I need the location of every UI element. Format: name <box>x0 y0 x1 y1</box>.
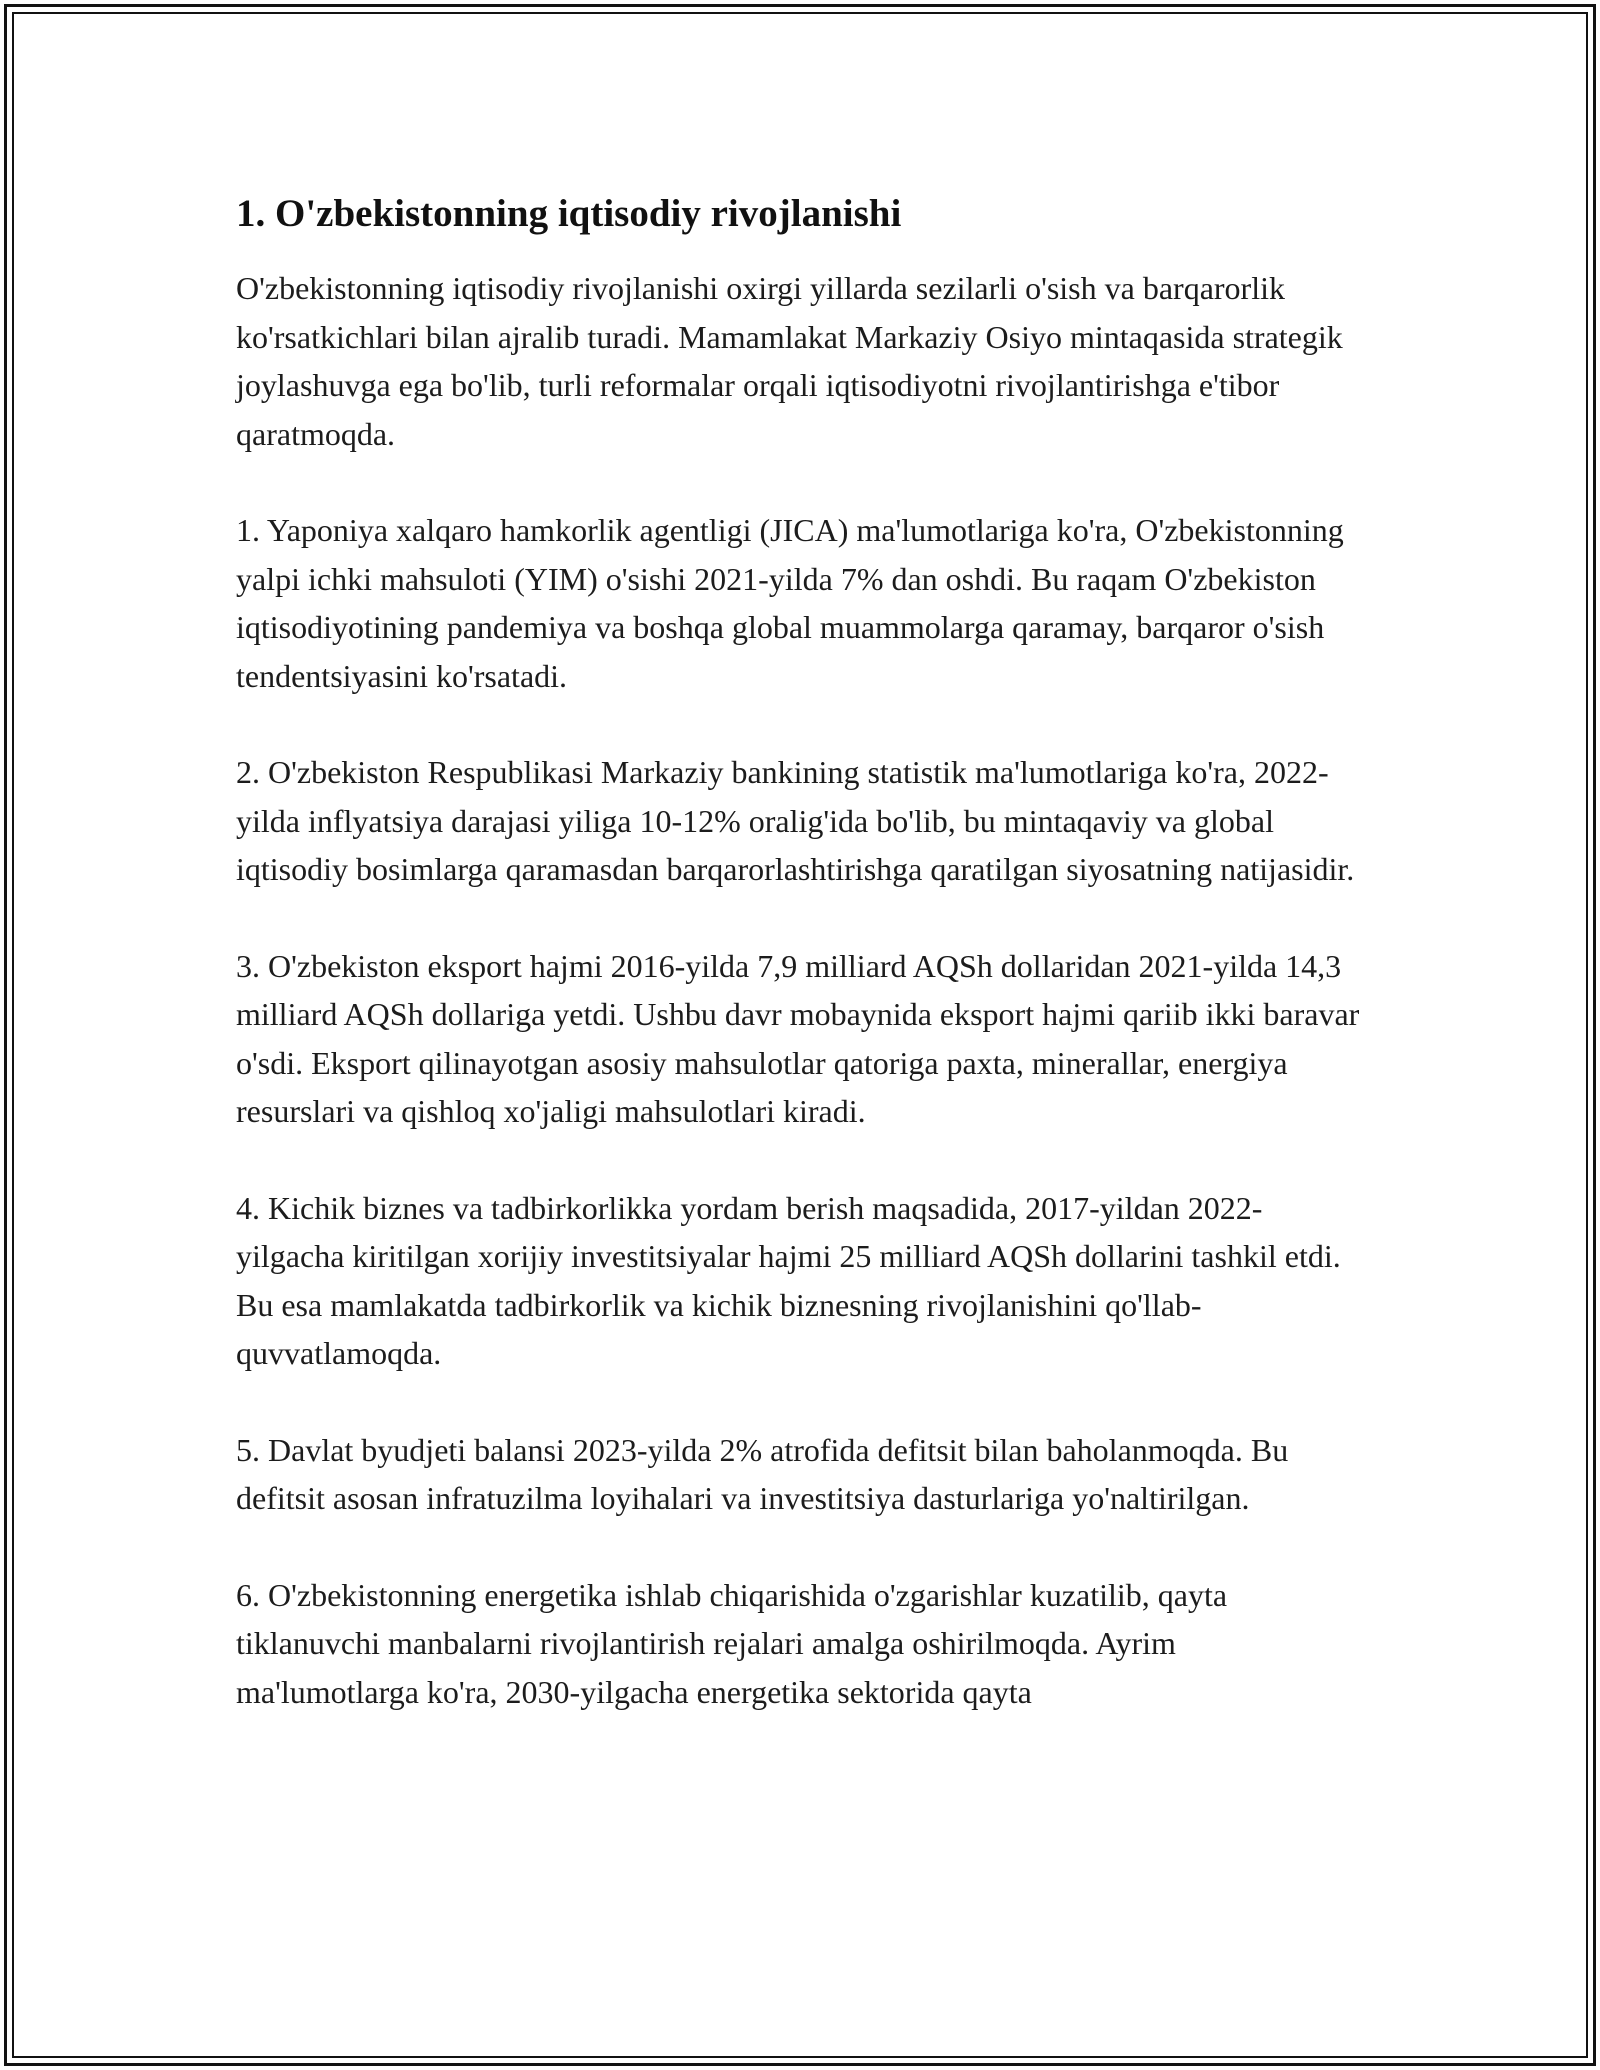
intro-paragraph: O'zbekistonning iqtisodiy rivojlanishi oxirgi yillarda sezilarli o'sish va barqarorlik ko'rsatkichlari bilan ajralib turadi. Mamamlakat Markaziy Osiyo mintaqasida strategik joylashuvga ega bo'lib, turli reformalar orqali iqtisodiyotni rivojlantirishga e'tibor qaratmoqda. <box>236 270 1343 452</box>
point-paragraph-5: 5. Davlat byudjeti balansi 2023-yilda 2% atrofida defitsit bilan baholanmoqda. Bu defitsit asosan infratuzilma loyihalari va investitsiya dasturlariga yo'naltirilgan. <box>236 1431 1289 1516</box>
document-body <box>236 186 1366 1764</box>
point-paragraph-3: 3. O'zbekiston eksport hajmi 2016-yilda 7,9 milliard AQSh dollaridan 2021-yilda 14,3 milliard AQSh dollariga yetdi. Ushbu davr mobaynida eksport hajmi qariib ikki baravar o'sdi. Eksport qilinayotgan asosiy mahsulotlar qatoriga paxta, minerallar, energiya resurslari va qishloq xo'jaligi mahsulotlari kiradi. <box>236 947 1360 1129</box>
point-paragraph-2: 2. O'zbekiston Respublikasi Markaziy bankining statistik ma'lumotlariga ko'ra, 2022-yilda inflyatsiya darajasi yiliga 10-12% oralig'ida bo'lib, bu mintaqaviy va global iqtisodiy bosimlarga qaramasdan barqarorlashtirishga qaratilgan siyosatning natijasidir. <box>236 754 1355 887</box>
section-title: 1. O'zbekistonning iqtisodiy rivojlanishi <box>236 192 902 235</box>
point-paragraph-6: 6. O'zbekistonning energetika ishlab chiqarishida o'zgarishlar kuzatilib, qayta tiklanuvchi manbalarni rivojlantirish rejalari amalga oshirilmoqda. Ayrim ma'lumotlarga ko'ra, 2030-yilgacha energetika sektorida qayta <box>236 1576 1228 1710</box>
point-paragraph-4: 4. Kichik biznes va tadbirkorlikka yordam berish maqsadida, 2017-yildan 2022-yilgacha kiritilgan xorijiy investitsiyalar hajmi 25 milliard AQSh dollarini tashkil etdi. Bu esa mamlakatda tadbirkorlik va kichik biznesning rivojlanishini qo'llab-quvvatlamoqda. <box>236 1189 1341 1371</box>
point-paragraph-1: 1. Yaponiya xalqaro hamkorlik agentligi (JICA) ma'lumotlariga ko'ra, O'zbekistonning yalpi ichki mahsuloti (YIM) o'sishi 2021-yilda 7% dan oshdi. Bu raqam O'zbekiston iqtisodiyotining pandemiya va boshqa global muammolarga qaramay, barqaror o'sish tendentsiyasini ko'rsatadi. <box>236 512 1344 694</box>
